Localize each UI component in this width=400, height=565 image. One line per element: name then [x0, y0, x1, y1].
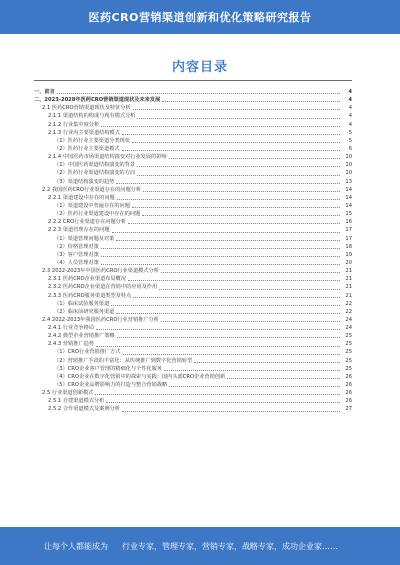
toc-entry-page: 25: [345, 349, 352, 356]
toc-entry-page: 13: [345, 178, 352, 185]
toc-entry-title: 2.3 2022-2023年中国医药CRO行业渠道模式分析: [42, 268, 159, 275]
toc-leader-dots: [101, 248, 340, 249]
toc-entry-title: 2.4.3 营销推广趋势: [48, 341, 94, 348]
toc-entry[interactable]: [34, 88, 352, 96]
toc-entry-page: 17: [345, 235, 352, 242]
toc-leader-dots: [117, 337, 340, 338]
toc-entry[interactable]: [34, 129, 352, 137]
toc-entry-page: 21: [345, 284, 352, 291]
toc-leader-dots: [133, 297, 340, 298]
toc-entry[interactable]: [34, 389, 352, 397]
toc-leader-dots: [143, 191, 340, 192]
toc-entry-title: （1）CRO行业营销推广方式: [54, 349, 121, 356]
toc-entry[interactable]: [34, 202, 352, 210]
toc-entry-page: 24: [345, 316, 352, 323]
toc-entry-title: 一、前言: [34, 88, 55, 95]
toc-entry-title: 2.5.1 自建渠道模式分析: [48, 398, 105, 405]
toc-entry-page: 4: [348, 105, 352, 112]
toc-leader-dots: [116, 313, 340, 314]
toc-entry-title: （1）渠道管理问题及对策: [54, 235, 115, 242]
footer-slogan-lead: 让每个人都能成为: [44, 542, 108, 551]
toc-entry-page: 25: [345, 365, 352, 372]
toc-leader-dots: [137, 118, 340, 119]
toc-entry-title: 2.3.3 医药CRO服务渠道类型及特点: [48, 292, 132, 299]
toc-entry[interactable]: [34, 112, 352, 120]
toc-leader-dots: [95, 394, 340, 395]
toc-leader-dots: [96, 346, 340, 347]
toc-entry-title: （2）医药行业主要渠道模式: [54, 145, 120, 152]
toc-leader-dots: [122, 411, 340, 412]
toc-entry-page: 14: [345, 186, 352, 193]
toc-entry-title: 二、2023-2028年医药CRO营销渠道现状及未来发展: [34, 97, 161, 104]
toc-entry-page: 14: [345, 202, 352, 209]
toc-entry-page: 16: [345, 219, 352, 226]
toc-leader-dots: [117, 199, 340, 200]
toc-leader-dots: [122, 134, 340, 135]
toc-leader-dots: [161, 272, 340, 273]
toc-leader-dots: [123, 354, 341, 355]
toc-leader-dots: [137, 166, 340, 167]
toc-entry-page: 10: [345, 170, 352, 177]
toc-entry-page: 25: [345, 341, 352, 348]
toc-entry-page: 5: [348, 137, 352, 144]
toc-entry[interactable]: [34, 308, 352, 316]
toc-entry-title: 2.1.4 中国医药市场渠道结构演变对行业发展的影响: [48, 154, 167, 161]
toc-leader-dots: [159, 289, 340, 290]
toc-entry[interactable]: [34, 153, 352, 161]
toc-entry-page: 20: [345, 259, 352, 266]
toc-leader-dots: [162, 101, 340, 102]
toc-leader-dots: [142, 215, 340, 216]
toc-entry-title: （1）临床试验服务渠道: [54, 300, 110, 307]
toc-entry[interactable]: [34, 292, 352, 300]
toc-leader-dots: [164, 370, 340, 371]
toc-entry[interactable]: [34, 332, 352, 340]
toc-entry[interactable]: [34, 373, 352, 381]
toc-entry-page: 21: [345, 276, 352, 283]
footer-slogan-roles: 行业专家，管理专家，营销专家，战略专家，成功企业家……: [122, 542, 338, 551]
toc-leader-dots: [132, 142, 340, 143]
toc-entry-page: 15: [345, 211, 352, 218]
toc-leader-dots: [106, 402, 340, 403]
toc-entry[interactable]: [34, 194, 352, 202]
toc-leader-dots: [132, 207, 340, 208]
toc-entry[interactable]: [34, 275, 352, 283]
toc-leader-dots: [128, 223, 340, 224]
toc-entry[interactable]: [34, 251, 352, 259]
toc-entry[interactable]: [34, 405, 352, 413]
toc-entry[interactable]: [34, 349, 352, 357]
toc-entry-page: 19: [345, 251, 352, 258]
toc-entry-page: 4: [348, 113, 352, 120]
toc-entry[interactable]: [34, 137, 352, 145]
toc-entry-title: （2）临床前研究服务渠道: [54, 308, 115, 315]
toc-leader-dots: [116, 183, 340, 184]
report-title: 医药CRO营销渠道创新和优化策略研究报告: [88, 11, 312, 24]
toc-entry[interactable]: [34, 259, 352, 267]
toc-entry-title: （3）客户管理对策: [54, 251, 99, 258]
toc-leader-dots: [112, 232, 340, 233]
toc-entry-page: 22: [345, 300, 352, 307]
toc-leader-dots: [57, 93, 340, 94]
toc-entry[interactable]: [34, 397, 352, 405]
toc-leader-dots: [116, 240, 340, 241]
toc-leader-dots: [122, 150, 340, 151]
toc-entry-page: 6: [348, 145, 352, 152]
toc-entry-page: 4: [348, 97, 352, 104]
toc-leader-dots: [133, 109, 340, 110]
toc-entry[interactable]: [34, 169, 352, 177]
toc-entry-title: （3）渠道结构演变的趋势: [54, 178, 115, 185]
toc-entry[interactable]: [34, 218, 352, 226]
toc-entry-page: 24: [345, 325, 352, 332]
toc-leader-dots: [169, 386, 340, 387]
toc-entry-page: 26: [345, 382, 352, 389]
toc-entry-page: 4: [348, 121, 352, 128]
toc-entry[interactable]: [34, 357, 352, 365]
toc-entry-title: （4）CRO企业在数字化营销中的探索与实践：国内头部CRO企业营销创新: [54, 373, 226, 380]
toc-entry[interactable]: [34, 300, 352, 308]
toc-entry-page: 22: [345, 308, 352, 315]
toc-entry-title: （2）医药行业渠道结构演变的方向: [54, 170, 136, 177]
toc-entry-title: 2.5 行业渠道创新模式: [42, 390, 94, 397]
toc-entry-title: 2.2.3 渠道管理存在的问题: [48, 227, 110, 234]
toc-entry-page: 27: [345, 406, 352, 413]
toc-entry-page: 10: [345, 154, 352, 161]
toc-leader-dots: [128, 280, 340, 281]
toc-entry-title: （2）营销推广手段的丰富化：从传统推广到数字化营销转型: [54, 357, 193, 364]
toc-entry-title: （2）价格管理对策: [54, 243, 99, 250]
footer-slogan: [44, 541, 338, 552]
toc-entry-title: 2.1.3 行业内主要渠道结构模式: [48, 129, 120, 136]
toc-entry-title: （1）中国医药渠道结构演变的背景: [54, 162, 136, 169]
page-footer-banner: [0, 527, 400, 565]
toc-leader-dots: [111, 305, 340, 306]
toc-entry[interactable]: [34, 283, 352, 291]
toc-entry-title: 2.4.1 行业竞争格局: [48, 325, 94, 332]
toc-entry-title: 2.3.2 医药CRO企业渠道在营销中的应用及作用: [48, 284, 158, 291]
toc-entry-page: 4: [348, 88, 352, 95]
toc-entry-title: 2.2.2 CRO行业渠道存在问题分析: [48, 219, 127, 226]
toc-entry-title: 2.5.2 合作渠道模式及案例分析: [48, 406, 120, 413]
toc-entry-page: 26: [345, 398, 352, 405]
toc-leader-dots: [101, 256, 340, 257]
toc-entry[interactable]: [34, 226, 352, 234]
table-of-contents: [34, 88, 352, 414]
toc-leader-dots: [169, 158, 340, 159]
toc-entry[interactable]: [34, 324, 352, 332]
toc-entry-page: 25: [345, 357, 352, 364]
toc-entry-page: 17: [345, 227, 352, 234]
toc-entry-page: 18: [345, 243, 352, 250]
toc-entry[interactable]: [34, 96, 352, 104]
toc-entry[interactable]: [34, 186, 352, 194]
toc-entry[interactable]: [34, 381, 352, 389]
toc-entry[interactable]: [34, 121, 352, 129]
toc-divider: [34, 80, 352, 81]
toc-leader-dots: [101, 264, 340, 265]
toc-leader-dots: [101, 126, 340, 127]
toc-entry[interactable]: [34, 316, 352, 324]
toc-entry-page: 21: [345, 292, 352, 299]
toc-heading: 内容目录: [171, 60, 228, 75]
toc-entry-title: 2.2 我国医药CRO行业渠道存在的问题分析: [42, 186, 142, 193]
toc-leader-dots: [161, 321, 340, 322]
toc-leader-dots: [227, 378, 340, 379]
toc-entry[interactable]: [34, 104, 352, 112]
toc-entry[interactable]: [34, 243, 352, 251]
toc-entry-page: 26: [345, 373, 352, 380]
toc-entry[interactable]: [34, 161, 352, 169]
toc-entry[interactable]: [34, 178, 352, 186]
toc-entry-page: 21: [345, 268, 352, 275]
toc-entry[interactable]: [34, 365, 352, 373]
toc-entry-title: （2）医药行业渠道建设中存在的问题: [54, 211, 141, 218]
toc-entry-title: 2.3.1 医药CRO企业渠道布局概况: [48, 276, 127, 283]
toc-entry-page: 25: [345, 333, 352, 340]
toc-entry-page: 26: [345, 390, 352, 397]
toc-entry[interactable]: [34, 340, 352, 348]
toc-entry[interactable]: [34, 145, 352, 153]
toc-leader-dots: [137, 175, 340, 176]
toc-leader-dots: [96, 329, 340, 330]
toc-entry[interactable]: [34, 267, 352, 275]
toc-entry-title: 2.1 医药CRO营销渠道现状及特征分析: [42, 105, 131, 112]
toc-entry-page: 14: [345, 194, 352, 201]
toc-entry[interactable]: [34, 235, 352, 243]
page-header-banner: [0, 0, 400, 34]
toc-entry-page: 10: [345, 162, 352, 169]
toc-entry-title: 2.4 2022-2023年我国医药CRO行业营销推广分析: [42, 316, 159, 323]
toc-entry-title: （1）医药行业主要渠道分类现状: [54, 137, 130, 144]
toc-entry-title: 2.1.2 行业集中度分析: [48, 121, 100, 128]
toc-entry-title: （3）CRO企业客户管理的精细化与个性化服务: [54, 365, 162, 372]
toc-entry-page: 5: [348, 129, 352, 136]
toc-leader-dots: [194, 362, 340, 363]
toc-entry-title: （4）人员管理对策: [54, 259, 99, 266]
toc-entry-title: （1）渠道建设中普遍存在的问题: [54, 202, 130, 209]
toc-entry-title: 2.2.1 渠道建设中存在的问题: [48, 194, 115, 201]
toc-entry-title: 2.1.1 渠道结构的构成与现有模式分析: [48, 113, 136, 120]
toc-entry-title: 2.4.2 典型企业营销推广策略: [48, 333, 115, 340]
toc-entry[interactable]: [34, 210, 352, 218]
toc-entry-title: （5）CRO企业品牌影响力的打造与整合营销战略: [54, 382, 168, 389]
